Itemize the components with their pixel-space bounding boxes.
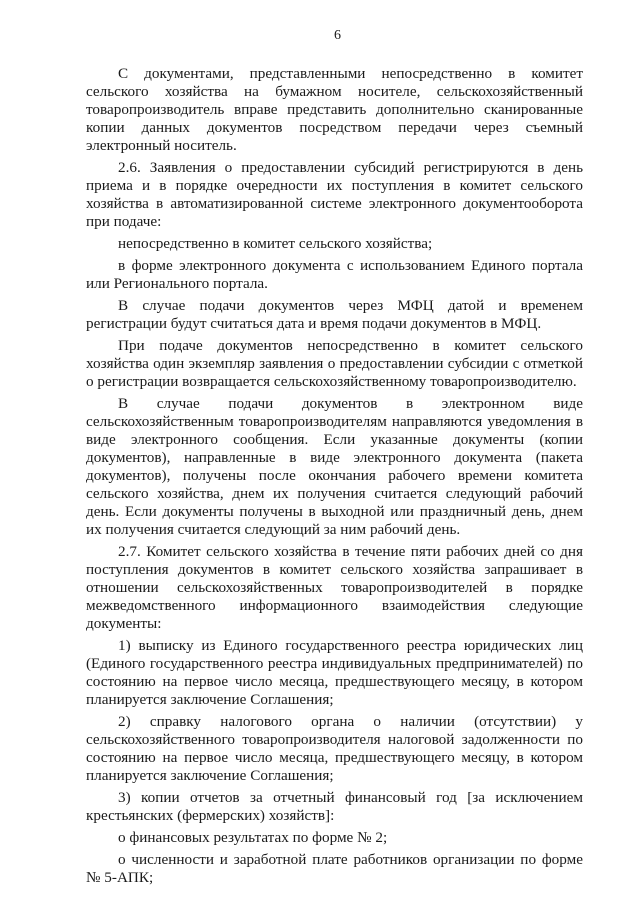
paragraph-electronic-notice: В случае подачи документов в электронном виде сельскохозяйственным товаропроизводителям направляются уведомления в виде электронного сообщения. Если указанные документы (копии документов), направленные в виде электронного документа (пакета документов), получены после окончания рабочего времени комитета сельского хозяйства, днем их получения считается следующий рабочий день. Если документы получены в выходной или праздничный день, днем их получения считается следующий за ним рабочий день.	[86, 395, 583, 538]
paragraph-item-1: 1) выписку из Единого государственного реестра юридических лиц (Единого государственного реестра индивидуальных предпринимателей) по состоянию на первое число месяца, предшествующего месяцу, в котором планируется заключение Соглашения;	[86, 637, 583, 708]
paragraph-return-copy: При подаче документов непосредственно в комитет сельского хозяйства один экземпляр заявления о предоставлении субсидии с отметкой о регистрации возвращается сельскохозяйственному товаропроизводителю.	[86, 337, 583, 390]
paragraph-form-2: о финансовых результатах по форме № 2;	[118, 829, 388, 846]
paragraph-item-2: 2) справку налогового органа о наличии (отсутствии) у сельскохозяйственного товаропроизводителя налоговой задолженности по состоянию на первое число месяца, предшествующего месяцу, в котором планируется заключение Соглашения;	[86, 713, 583, 784]
paragraph-form-5-apk: о численности и заработной плате работников организации по форме № 5-АПК;	[86, 851, 583, 886]
paragraph-2-7: 2.7. Комитет сельского хозяйства в течение пяти рабочих дней со дня поступления документов в комитет сельского хозяйства запрашивает в отношении сельскохозяйственных товаропроизводителей в порядке межведомственного информационного взаимодействия следующие документы:	[86, 543, 583, 632]
page-number: 6	[334, 28, 341, 43]
paragraph-mfc: В случае подачи документов через МФЦ датой и временем регистрации будут считаться дата и время подачи документов в МФЦ.	[86, 297, 583, 332]
paragraph-item-3: 3) копии отчетов за отчетный финансовый год [за исключением крестьянских (фермерских) хозяйств]:	[86, 789, 583, 824]
paragraph-direct-submission: непосредственно в комитет сельского хозяйства;	[118, 235, 433, 252]
paragraph-electronic-portal: в форме электронного документа с использованием Единого портала или Регионального портала.	[86, 257, 583, 292]
paragraph-2-6: 2.6. Заявления о предоставлении субсидий регистрируются в день приема и в порядке очередности их поступления в комитет сельского хозяйства в автоматизированной системе электронного документооборота при подаче:	[86, 159, 583, 230]
paragraph-scanned-copies: С документами, представленными непосредственно в комитет сельского хозяйства на бумажном носителе, сельскохозяйственный товаропроизводитель вправе представить дополнительно сканированные копии данных документов посредством передачи через съемный электронный носитель.	[86, 65, 583, 154]
